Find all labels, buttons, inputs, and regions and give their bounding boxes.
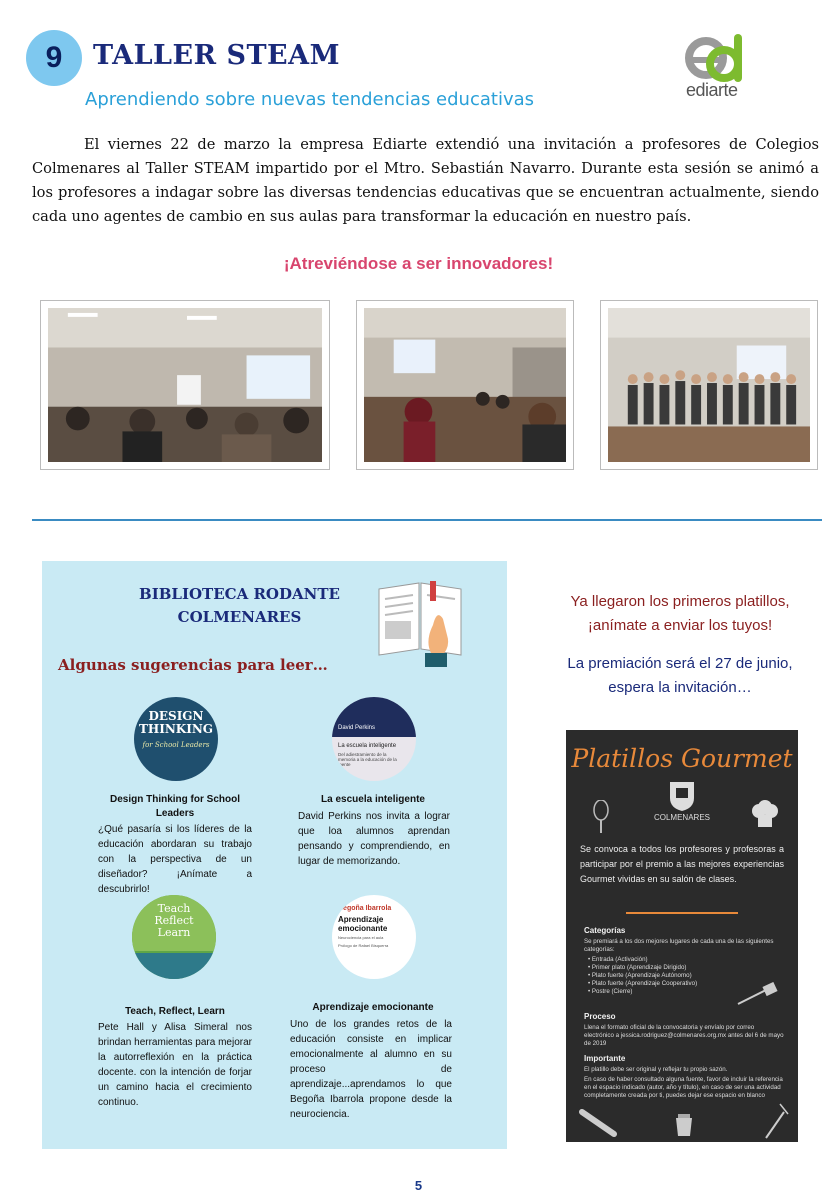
book-desc-escuela-inteligente: David Perkins nos invita a lograr que loa alumnos aprendan pensando y comprendiendo, en lugar de memorizando. — [298, 811, 450, 867]
list-item-text: Postre (Cierre) — [591, 988, 633, 995]
platillos-gourmet-poster — [566, 730, 798, 1142]
headline: ¡Atreviéndose a ser innovadores! — [283, 254, 554, 273]
announcement-line: La premiación será el 27 de junio, — [567, 655, 793, 672]
workshop-photo-3 — [600, 300, 818, 470]
poster-proceso-heading: Proceso — [584, 1012, 616, 1021]
cover-text: THINKING — [138, 722, 214, 736]
list-item-text: Plato fuerte (Aprendizaje Autónomo) — [591, 972, 692, 979]
book-title-design-thinking: Design Thinking for School Leaders — [110, 794, 240, 819]
library-title-line-1: BIBLIOTECA RODANTE — [139, 585, 340, 603]
fork-icon — [762, 1102, 792, 1140]
poster-colmenares: COLMENARES — [653, 813, 710, 822]
poster-intro: Se convoca a todos los profesores y profesoras a participar por el premio a las mejores experiencias Gourmet vividas en su salón de clases. — [580, 844, 784, 884]
cover-text: Begoña Ibarrola — [338, 905, 392, 912]
book-desc-aprendizaje-emocionante: Uno de los grandes retos de la educación consiste en implicar emocionalmente al alumno en su proceso de aprendizaje...aprendamos lo que Begoña Ibarrola propone desde la neurociencia. — [290, 1019, 452, 1120]
list-item-text: Entrada (Activación) — [591, 956, 648, 963]
poster-categorias-text: Se premiará a los dos mejores lugares de cada una de las siguientes categorías: — [584, 938, 774, 953]
poster-categorias-list — [588, 956, 697, 996]
open-book-icon — [375, 575, 465, 667]
book-title-aprendizaje-emocionante: Aprendizaje emocionante — [312, 1002, 434, 1013]
book-title-teach-reflect-learn: Teach, Reflect, Learn — [125, 1006, 225, 1017]
book-cover-aprendizaje-emocionante — [332, 895, 416, 979]
book-title-escuela-inteligente: La escuela inteligente — [321, 794, 425, 805]
announcement-line: espera la invitación… — [608, 679, 752, 696]
cover-text: for School Leaders — [142, 741, 210, 749]
book-desc-design-thinking: ¿Qué pasaría si los líderes de la educación abordaran su trabajo con la perspectiva de un diseñador? ¡Anímate a descubrirlo! — [98, 824, 252, 895]
book-cover-design-thinking — [134, 697, 218, 781]
poster-title: Platillos Gourmet — [571, 744, 793, 773]
spatula-icon — [736, 982, 780, 1006]
workshop-photo-1 — [40, 300, 330, 470]
list-item-text: Primer plato (Aprendizaje Dirigido) — [591, 964, 687, 971]
library-suggestions-heading: Algunas sugerencias para leer… — [58, 656, 328, 674]
cover-text: David Perkins — [338, 725, 376, 731]
announcement-line: ¡anímate a enviar los tuyos! — [587, 617, 773, 634]
announcement-line: Ya llegaron los primeros platillos, — [570, 593, 790, 610]
list-item: • Plato fuerte (Aprendizaje Cooperativo) — [588, 980, 698, 987]
workshop-photo-2 — [356, 300, 574, 470]
library-title-line-2: COLMENARES — [177, 608, 302, 626]
cover-text: DESIGN — [148, 709, 204, 723]
poster-importante-text-2: En caso de haber consultado alguna fuente, favor de incluir la referencia en el espacio indicado (autor, año y título), en caso de ser una actividad completamente creada por ti, puedes dejar ese espacio en blanco — [584, 1076, 783, 1099]
section-title: TALLER STEAM — [93, 40, 340, 71]
poster-importante-text-1: El platillo debe ser original y reflejar tu propio sazón. — [584, 1066, 728, 1073]
list-item: • Entrada (Activación) — [588, 956, 648, 963]
poster-divider — [626, 912, 738, 914]
section-number-badge: 9 — [26, 30, 82, 86]
rolling-pin-icon — [578, 1108, 618, 1138]
poster-importante-heading: Importante — [584, 1054, 626, 1063]
cover-text: Learn — [157, 926, 191, 939]
poster-proceso-text: Llena el formato oficial de la convocatoria y envíalo por correo electrónico a jessica.rodriguez@colmenares.org.mx antes del 6 de mayo de 2019 — [584, 1024, 784, 1047]
list-item: • Plato fuerte (Aprendizaje Autónomo) — [588, 972, 692, 979]
section-divider — [32, 519, 822, 521]
cover-text: Reflect — [154, 914, 194, 927]
poster-categorias-heading: Categorías — [584, 926, 626, 935]
cover-text: Del adiestramiento de la memoria a la educación de la mente — [338, 752, 397, 767]
crest-icon — [667, 780, 697, 812]
platillos-announcement — [530, 590, 830, 638]
intro-paragraph: El viernes 22 de marzo la empresa Ediarte extendió una invitación a profesores de Colegios Colmenares al Taller STEAM impartido por el Mtro. Sebastián Navarro. Durante esta sesión se animó a los profesores a indagar sobre las diversas tendencias educativas que se encuentran actualmente, siendo cada uno agentes de cambio en sus aulas para transformar la educación en nuestro país. — [32, 136, 819, 225]
section-subtitle: Aprendiendo sobre nuevas tendencias educativas — [85, 89, 535, 110]
cover-text: Prólogo de Rafael Bisquerra — [338, 943, 389, 948]
book-desc-teach-reflect-learn: Pete Hall y Alisa Simeral nos brindan herramientas para mejorar la autorreflexión en la práctica docente. con la intención de forjar un camino hacia el crecimiento continuo. — [98, 1022, 252, 1108]
salt-shaker-icon — [672, 1112, 696, 1138]
list-item-text: Plato fuerte (Aprendizaje Cooperativo) — [591, 980, 698, 987]
book-cover-teach-reflect-learn — [132, 895, 216, 979]
ediarte-logo-text: ediarte — [686, 80, 738, 100]
biblioteca-rodante-panel — [42, 561, 507, 1149]
book-cover-escuela-inteligente — [332, 697, 416, 781]
cover-text: Teach — [157, 902, 191, 915]
cover-text: La escuela inteligente — [338, 743, 397, 749]
list-item: • Postre (Cierre) — [588, 988, 633, 995]
premiacion-announcement — [530, 652, 830, 700]
list-item: • Primer plato (Aprendizaje Dirigido) — [588, 964, 687, 971]
page-number: 5 — [414, 1178, 423, 1193]
cover-text: Neurociencia para el aula — [338, 935, 384, 940]
cover-text: Aprendizaje emocionante — [338, 915, 388, 933]
